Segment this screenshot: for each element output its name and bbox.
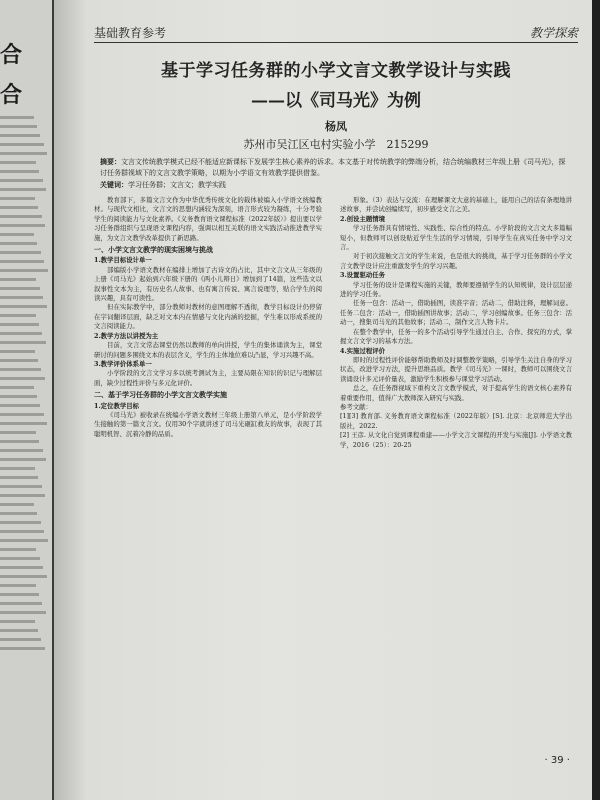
paragraph: 任务一包含：活动一，借助插图，读准字音；活动二，借助注释，理解词意。任务二包含：活动一，借助插图讲故事；活动二，学习创编故事。任务三包含：活动一，搜集司马光的其他故事；活动二，制作文言人物卡片。 [340, 299, 572, 327]
text-line [0, 557, 40, 560]
text-line [0, 440, 39, 443]
text-line [0, 422, 47, 425]
text-line [0, 305, 47, 308]
section-heading: 3.教学评价体系单一 [94, 359, 152, 368]
text-line [0, 206, 38, 209]
text-line [0, 386, 34, 389]
article-title: 基于学习任务群的小学文言文教学设计与实践 [161, 61, 511, 81]
text-line [0, 584, 36, 587]
paragraph: 部编版小学语文教材在编排上增加了古诗文的占比，其中文言文从三年级的上册《司马光》起始到六年级下册的《两小儿辩日》增加到了14篇，这些选文以叙事性文本为主，有历史名人故事、也有寓言传说、寓言说理等，贴合学生的阅读兴趣，具有可读性。 [94, 265, 322, 303]
abstract-label: 摘要： [100, 157, 121, 166]
journal-page [54, 0, 600, 800]
text-line [0, 215, 42, 218]
text-line [0, 179, 43, 182]
text-line [0, 503, 34, 506]
keywords [100, 180, 570, 190]
column-name: 教学探索 [529, 26, 578, 40]
text-line [0, 548, 36, 551]
text-line [0, 404, 40, 407]
paragraph: 总之，在任务群视域下重构文言文教学模式，对于提高学生的语文核心素养有着重要作用，值得广大教师深入研究与实践。 [340, 384, 572, 402]
running-header [94, 24, 578, 43]
text-line [0, 467, 35, 470]
text-line [0, 566, 43, 569]
text-line [0, 116, 34, 119]
text-line [0, 377, 45, 380]
text-line [0, 296, 43, 299]
prev-page-text-lines [0, 110, 48, 656]
text-line [0, 638, 41, 641]
author-affiliation: 苏州市吴江区屯村实验小学 215299 [243, 138, 429, 151]
text-line [0, 251, 41, 254]
text-line [0, 494, 45, 497]
text-line [0, 485, 42, 488]
text-line [0, 458, 46, 461]
article-subtitle: ——以《司马光》为例 [251, 91, 421, 111]
paragraph: 在整个教学中，任务一的多个活动引导学生通过自主、合作、探究的方式，掌握文言文学习的基本方法。 [340, 327, 572, 346]
section-heading: 4.实施过程评价 [340, 346, 386, 355]
text-line [0, 260, 44, 263]
paragraph: 《司马光》被收录在统编小学语文教材三年级上册第八单元，是小学阶段学生接触的第一篇文言文。仅用30个字就讲述了司马光砸缸救友的故事，表现了其聪明机智、沉着冷静的品质。 [94, 410, 322, 438]
text-line [0, 512, 37, 515]
reference: [2] 王彦. 从文化自觉到课程重建——小学文言文课程的开发与实施[J]. 小学语文教学，2016（25）：20-25 [340, 431, 572, 449]
body-column-right [340, 196, 572, 450]
reference: [1][3] 教育部. 义务教育语文课程标准（2022年版）[S]. 北京：北京师范大学出版社，2022. [340, 412, 572, 430]
text-line [0, 620, 35, 623]
paragraph: 学习任务群具有情境性、实践性、综合性的特点。小学阶段的文言文大多篇幅短小，但教师可以创设贴近学生生活的学习情境，引导学生在真实任务中学习文言。 [340, 224, 572, 252]
keywords-label: 关键词： [100, 180, 128, 189]
section-heading: 二、基于学习任务群的小学文言文教学实施 [94, 390, 227, 400]
paragraph: 对于初次接触文言文的学生来说，也是很大的挑战，基于学习任务群的小学文言文教学设计应注重激发学生的学习兴趣。 [340, 252, 572, 270]
paragraph: 学习任务的设计是课程实施的关键，教师要遵循学生的认知规律，设计层层递进的学习任务。 [340, 280, 572, 299]
text-line [0, 395, 37, 398]
text-line [0, 269, 48, 272]
text-line [0, 242, 37, 245]
text-line [0, 368, 41, 371]
text-line [0, 593, 39, 596]
journal-name: 基础教育参考 [94, 26, 167, 40]
text-line [0, 647, 45, 650]
text-line [0, 449, 43, 452]
author-name: 杨凤 [325, 120, 347, 133]
abstract [100, 156, 570, 179]
text-line [0, 575, 47, 578]
paragraph: 目前，文言文常态课堂仍然以教师的单向讲授，学生的集体诵读为主，课堂研讨的问题多围绕文本的表层含义，学生的主体地位难以凸显，学习兴趣不高。 [94, 341, 322, 359]
text-line [0, 314, 36, 317]
text-line [0, 539, 48, 542]
previous-page-edge [0, 0, 52, 800]
text-line [0, 629, 38, 632]
section-heading: 1.教学目标设计单一 [94, 256, 152, 265]
paragraph: 小学阶段的文言文学习多以统考测试为主，主要局限在知识的识记与理解层面，缺少过程性评价与多元化评价。 [94, 369, 322, 387]
keywords-text: 学习任务群；文言文；教学实践 [128, 181, 226, 189]
text-line [0, 152, 47, 155]
paragraph: 即时的过程性评价能够帮助教师及时调整教学策略，引导学生关注自身的学习状态，改进学习方法，提升思维品质。教学《司马光》一课时，教师可以围绕文言读诵设计多元评价量表，激励学生积极参与课堂学习活动。 [340, 355, 572, 383]
text-line [0, 278, 36, 281]
text-line [0, 170, 39, 173]
background-edge [592, 0, 600, 800]
text-line [0, 188, 46, 191]
section-heading: 2.教学方法以讲授为主 [94, 331, 159, 340]
section-heading: 一、小学文言文教学的现实困境与挑战 [94, 245, 213, 255]
abstract-text: 文言文传统教学模式已经不能适应新课标下发展学生核心素养的诉求。本文基于对传统教学的弊端分析，结合统编教材三年级上册《司马光》，探讨任务群视域下的文言文教学策略，以期为小学语文有效教学提供借鉴。 [100, 158, 566, 177]
text-line [0, 476, 38, 479]
prev-page-text: 合 [0, 82, 23, 108]
section-heading: 2.创设主题情境 [340, 214, 386, 223]
prev-page-text: 合 [0, 42, 23, 68]
text-line [0, 602, 42, 605]
body-column-left [94, 196, 322, 439]
text-line [0, 431, 36, 434]
text-line [0, 323, 39, 326]
text-line [0, 197, 35, 200]
text-line [0, 350, 35, 353]
text-line [0, 332, 42, 335]
text-line [0, 611, 46, 614]
section-heading: 1.定位教学目标 [94, 401, 140, 410]
text-line [0, 287, 40, 290]
text-line [0, 359, 38, 362]
text-line [0, 224, 45, 227]
reference: 参考文献： [340, 402, 372, 411]
section-heading: 3.设置驱动任务 [340, 271, 386, 280]
paragraph: 但在实际教学中，部分教师对教材的意图理解不透彻，教学目标设计仍停留在字词翻译层面，缺乏对文本内在情感与文化内涵的挖掘，学生难以形成系统的文言阅读能力。 [94, 303, 322, 331]
text-line [0, 125, 37, 128]
page-number: · 39 · [544, 755, 570, 766]
paragraph: 形象。（3）表达与交流：在理解课文大意的基础上，能用自己的话有条理地讲述故事，并尝试创编续写，初步感受文言之美。 [340, 196, 572, 214]
text-line [0, 161, 36, 164]
text-line [0, 143, 44, 146]
text-line [0, 233, 34, 236]
text-line [0, 521, 41, 524]
text-line [0, 134, 40, 137]
text-line [0, 413, 44, 416]
paragraph: 教育部下，多篇文言文作为中华优秀传统文化的载体被编入小学语文统编教材。与现代文相比，文言文的思想内涵较为深刻，语言形式较为凝练，十分考验学生的阅读能力与文化素养。《义务教育语文课程标准（2022年版）》提出要以学习任务群组织与呈现语文课程内容，强调以相互关联的语文实践活动推进教学实施，为文言文教学改革提供了新思路。 [94, 196, 322, 242]
text-line [0, 530, 44, 533]
text-line [0, 341, 46, 344]
